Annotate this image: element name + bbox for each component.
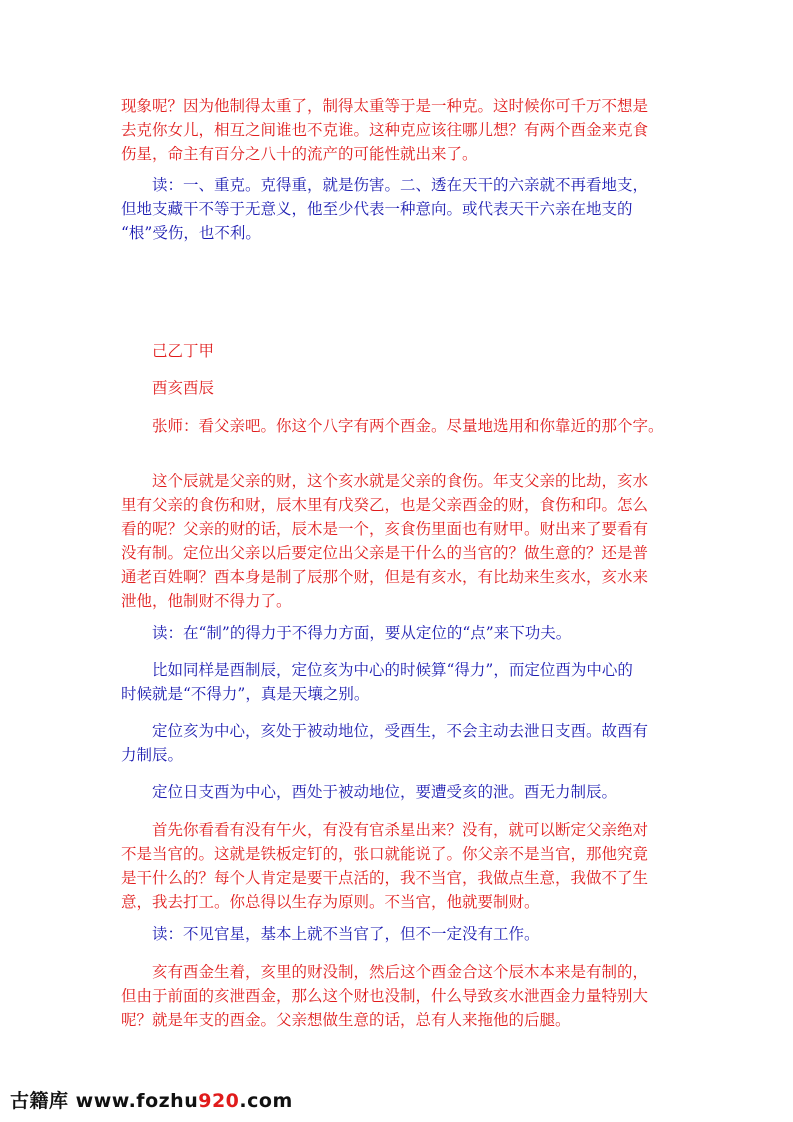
paragraph-7: 读：在“制”的得力于不得力方面，要从定位的“点”来下功夫。 [121,624,572,642]
bazi-branches: 酉亥酉辰 [121,379,215,397]
url-suffix: .com [239,1090,293,1112]
paragraph-zhang: 张师：看父亲吧。你这个八字有两个酉金。尽量地选用和你靠近的那个字。 [121,417,664,435]
paragraph-10: 定位日支酉为中心，酉处于被动地位，要遭受亥的泄。酉无力制辰。 [121,783,618,801]
url-highlight: 920 [198,1090,240,1112]
paragraph-6: 这个辰就是父亲的财，这个亥水就是父亲的食伤。年支父亲的比劫，亥水 里有父亲的食伤和财，辰木里有戊癸乙，也是父亲酉金的财，食伤和印。怎么 看的呢？父亲的财的话，辰木是一个，亥食伤里面也有财甲。财出来了要看有 没有制。定位出父亲以后要定位出父亲是干什么的当官的？做生意的？还是普 通老百姓啊？酉本身是制了辰那个财，但是有亥水，有比劫来生亥水，亥水来 泄他，他制财不得力了。 [121,472,649,610]
paragraph-13: 亥有酉金生着，亥里的财没制，然后这个酉金合这个辰木本来是有制的， 但由于前面的亥泄酉金，那么这个财也没制，什么导致亥水泄酉金力量特别大 呢？就是年支的酉金。父亲想做生意的话，总有人来拖他的后腿。 [121,963,649,1029]
paragraph-1: 现象呢？因为他制得太重了，制得太重等于是一种克。这时候你可千万不想是 去克你女儿，相互之间谁也不克谁。这种克应该往哪儿想？有两个酉金来克食 伤星，命主有百分之八十的流产的可能性就出来了。 [121,97,649,163]
paragraph-2: 读：一、重克。克得重，就是伤害。二、透在天干的六亲就不再看地支， 但地支藏干不等于无意义，他至少代表一种意向。或代表天干六亲在地支的 “根”受伤，也不利。 [121,176,649,242]
paragraph-11: 首先你看看有没有午火，有没有官杀星出来？没有，就可以断定父亲绝对 不是当官的。这就是铁板定钉的，张口就能说了。你父亲不是当官，那他究竟 是干什么的？每个人肯定是要干点活的，我不当官，我做点生意，我做不了生 意，我去打工。你总得以生存为原则。不当官，他就要制财。 [121,821,649,911]
paragraph-12: 读：不见官星，基本上就不当官了，但不一定没有工作。 [121,925,540,943]
bazi-stems: 己乙丁甲 [121,342,215,360]
paragraph-9: 定位亥为中心，亥处于被动地位，受酉生，不会主动去泄日支酉。故酉有 力制辰。 [121,722,649,764]
site-name: 古籍库 [10,1090,69,1112]
paragraph-8: 比如同样是酉制辰，定位亥为中心的时候算“得力”，而定位酉为中心的 时候就是“不得力”，真是天壤之别。 [121,661,633,703]
site-url[interactable] [76,1090,293,1112]
url-prefix: www.fozhu [75,1090,199,1112]
site-footer[interactable] [10,1086,293,1113]
